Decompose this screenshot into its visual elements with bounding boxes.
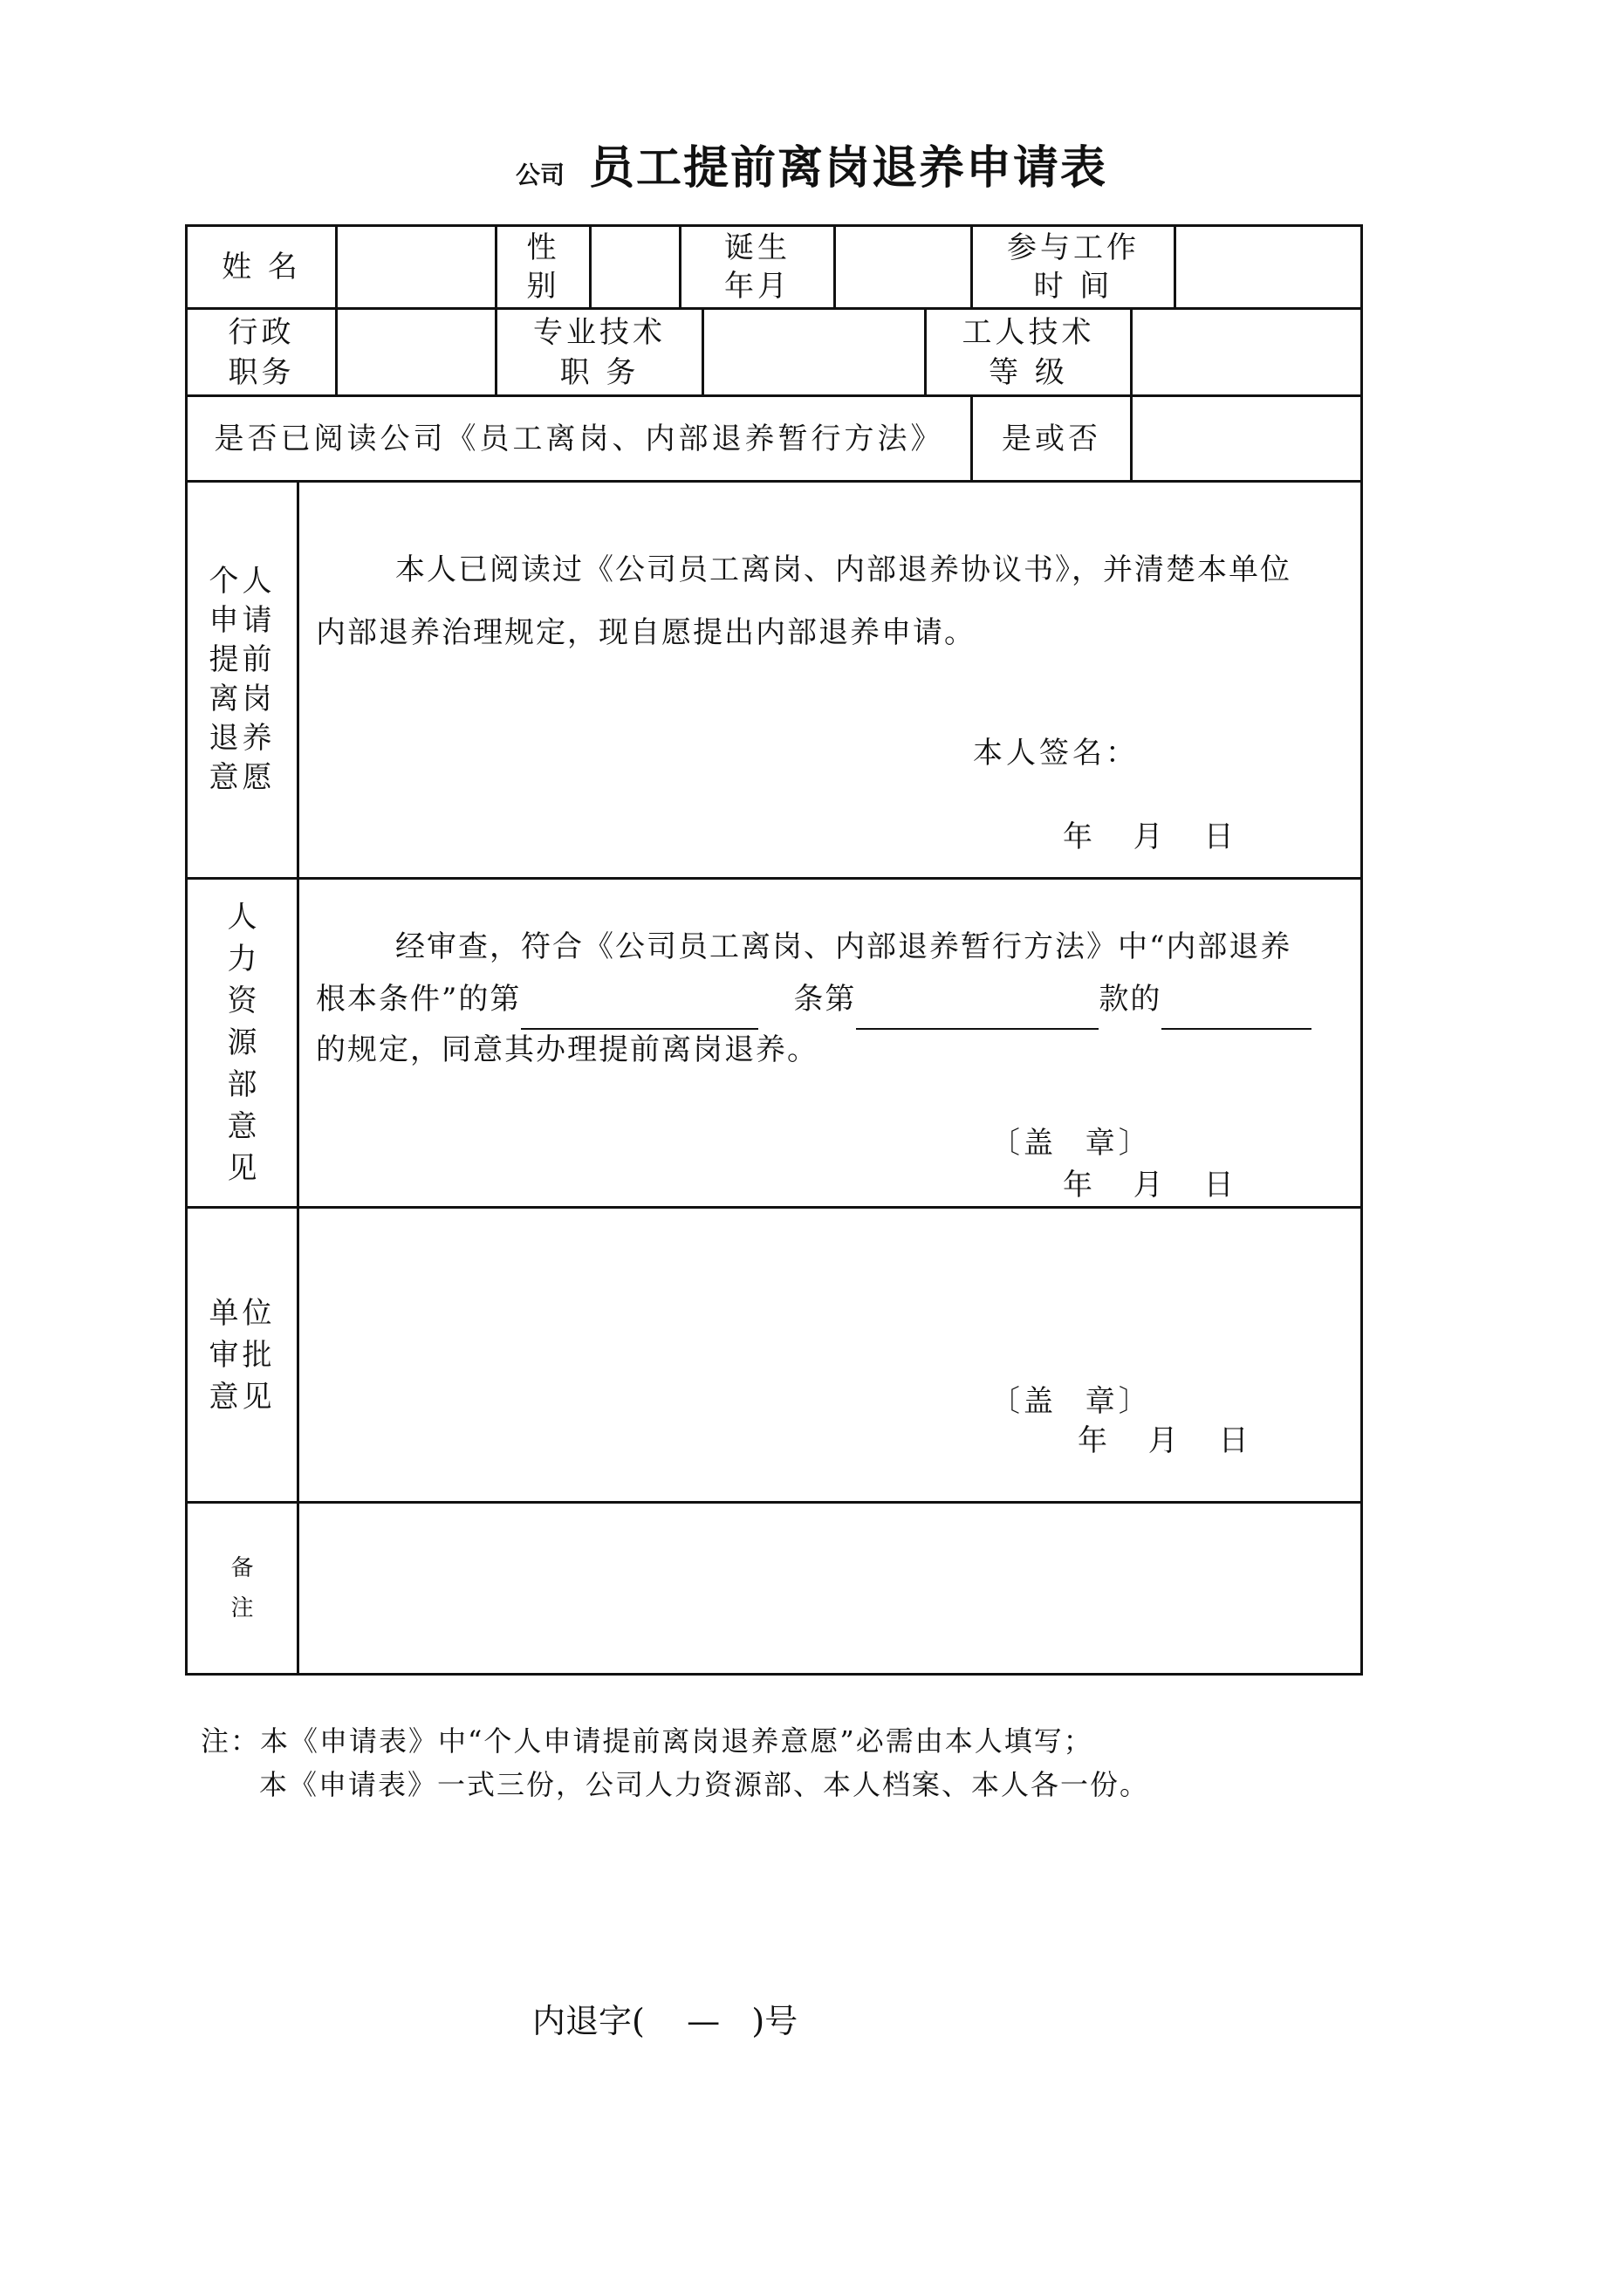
- unit-date: 年 月 日: [1078, 1423, 1252, 1458]
- work-start-label: 参与工作 时 间: [1007, 230, 1140, 304]
- company-prefix: 公司: [515, 161, 565, 189]
- yes-no-field[interactable]: [1133, 397, 1360, 480]
- worker-grade-label: 工人技术 等 级: [962, 314, 1095, 390]
- signature-label: 本人签名：: [973, 736, 1139, 771]
- row-divider: [185, 480, 1363, 483]
- gender-label: 性 别: [526, 230, 560, 304]
- note-line1: 注：本《申请表》中“个人申请提前离岗退养意愿”必需由本人填写；: [201, 1724, 1093, 1758]
- hr-section-label: 人 力 资 源 部 意 见: [227, 900, 257, 1186]
- yes-no-label: 是或否: [1002, 421, 1101, 456]
- page-title: 员工提前离岗退养申请表: [589, 142, 1108, 195]
- note-line2: 本《申请表》一式三份，公司人力资源部、本人档案、本人各一份。: [259, 1768, 1150, 1801]
- hr-statement-line3: 的规定，同意其办理提前离岗退养。: [316, 1032, 818, 1067]
- table-border-bottom: [185, 1673, 1363, 1676]
- remarks-field[interactable]: [299, 1504, 1360, 1673]
- remarks-label: 备 注: [230, 1555, 254, 1621]
- name-label: 姓 名: [222, 250, 301, 284]
- admin-post-label: 行政 职务: [228, 314, 295, 390]
- personal-statement-line1: 本人已阅读过《公司员工离岗、内部退养协议书》，并清楚本单位: [395, 552, 1291, 587]
- item-number-blank[interactable]: [1161, 990, 1311, 1030]
- tech-post-field[interactable]: [704, 310, 924, 394]
- personal-date: 年 月 日: [1063, 819, 1237, 854]
- form-title: [0, 131, 1623, 196]
- table-border-right: [1360, 224, 1363, 1676]
- reference-number[interactable]: 内退字( — )号: [532, 2002, 798, 2040]
- work-start-field[interactable]: [1176, 227, 1360, 307]
- worker-grade-field[interactable]: [1133, 310, 1360, 394]
- row-divider: [185, 877, 1363, 880]
- unit-section-label: 单位 审批 意见: [209, 1295, 276, 1415]
- hr-date: 年 月 日: [1063, 1168, 1237, 1203]
- birth-label: 诞生 年月: [724, 230, 791, 304]
- clause-number-blank[interactable]: [856, 990, 1099, 1030]
- personal-statement-line2: 内部退养治理规定，现自愿提出内部退养申请。: [316, 615, 976, 650]
- label-col-divider: [297, 480, 299, 1676]
- hr-statement-line2: 根本条件”的第 条第 款的: [316, 969, 1311, 1030]
- name-field[interactable]: [338, 227, 495, 307]
- unit-seal-text: 〔盖 章〕: [990, 1384, 1152, 1419]
- admin-post-field[interactable]: [338, 310, 495, 394]
- birth-field[interactable]: [836, 227, 970, 307]
- hr-seal-text: 〔盖 章〕: [990, 1126, 1152, 1161]
- row-divider: [185, 1206, 1363, 1209]
- tech-post-label: 专业技术 职 务: [533, 314, 666, 390]
- gender-field[interactable]: [592, 227, 679, 307]
- personal-section-label: 个人 申请 提前 离岗 退养 意愿: [209, 564, 276, 795]
- read-policy-question: 是否已阅读公司《员工离岗、内部退养暂行方法》: [214, 421, 944, 456]
- hr-statement-line1: 经审查，符合《公司员工离岗、内部退养暂行方法》中“内部退养: [395, 929, 1292, 964]
